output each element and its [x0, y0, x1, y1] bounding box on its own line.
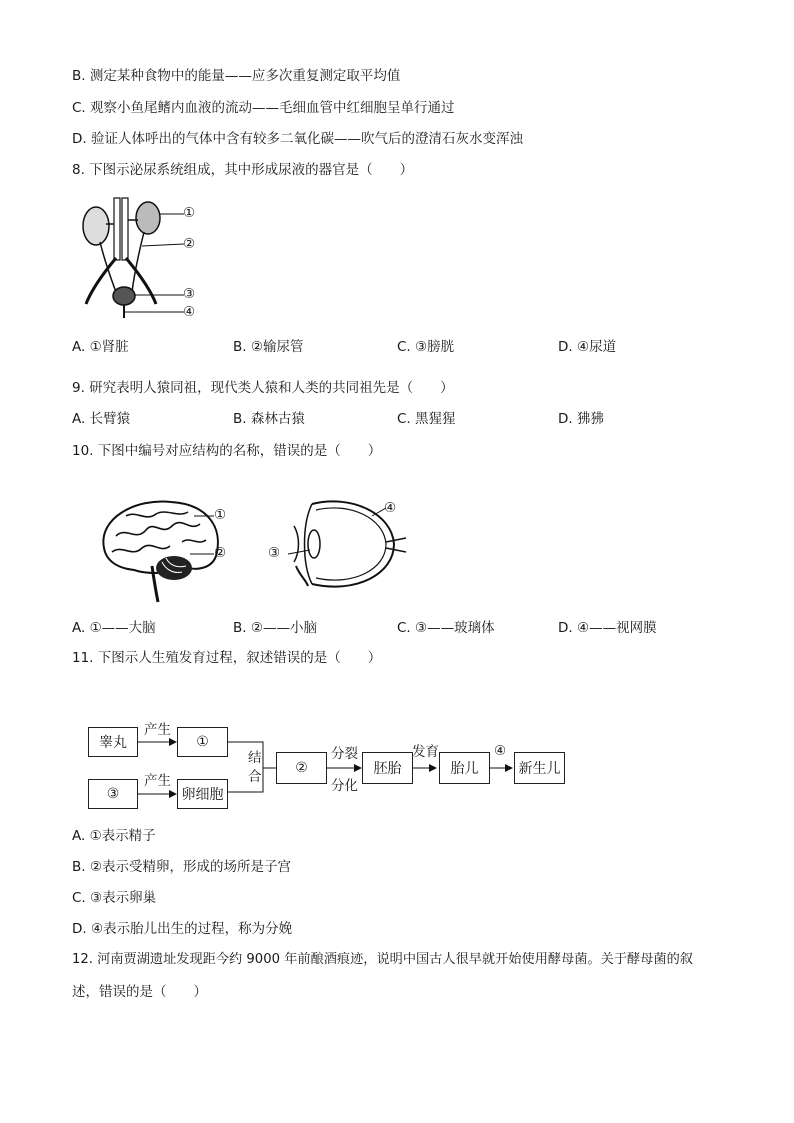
urinary-label-4: ④: [183, 304, 196, 320]
q10-option-b: B. ②——小脑: [233, 620, 317, 636]
produce-label-2: 产生: [144, 773, 171, 789]
q7-option-c: C. 观察小鱼尾鳍内血液的流动——毛细血管中红细胞呈单行通过: [72, 100, 455, 116]
q8-stem: 8. 下图示泌尿系统组成，其中形成尿液的器官是（ ）: [72, 162, 414, 178]
q11-option-b: B. ②表示受精卵，形成的场所是子宫: [72, 859, 291, 875]
brain-label-2: ②: [214, 545, 227, 561]
q10-option-d: D. ④——视网膜: [558, 620, 657, 636]
brain-label-1: ①: [214, 507, 227, 523]
divide-label: 分裂: [331, 746, 358, 762]
q10-option-c: C. ③——玻璃体: [397, 620, 495, 636]
q10-stem: 10. 下图中编号对应结构的名称，错误的是（ ）: [72, 443, 382, 459]
q11-stem: 11. 下图示人生殖发育过程，叙述错误的是（ ）: [72, 650, 382, 666]
urinary-label-3: ③: [183, 286, 196, 302]
eye-label-3: ③: [268, 545, 281, 561]
q12-stem-line-1: 12. 河南贾湖遗址发现距今约 9000 年前酿酒痕迹，说明中国古人很早就开始使用酵母菌。关于酵母菌的叙: [72, 952, 693, 967]
q10-option-a: A. ①——大脑: [72, 620, 156, 636]
testis-box: 睾丸: [88, 727, 138, 757]
differentiate-label: 分化: [331, 778, 358, 794]
q11-option-d: D. ④表示胎儿出生的过程，称为分娩: [72, 921, 293, 937]
q8-option-c: C. ③膀胱: [397, 339, 455, 355]
box-1: ①: [177, 727, 228, 757]
urinary-label-1: ①: [183, 205, 196, 221]
q9-option-a: A. 长臂猿: [72, 411, 131, 427]
box-2: ②: [276, 752, 327, 784]
eye-label-4: ④: [384, 500, 397, 516]
q9-option-d: D. 狒狒: [558, 411, 604, 427]
produce-label-1: 产生: [144, 722, 171, 738]
q9-option-b: B. 森林古猿: [233, 411, 305, 427]
q8-option-d: D. ④尿道: [558, 339, 617, 355]
urinary-label-2: ②: [183, 236, 196, 252]
combine-label-2: 合: [248, 769, 262, 785]
egg-cell-box: 卵细胞: [177, 779, 228, 809]
q11-option-a: A. ①表示精子: [72, 828, 156, 844]
newborn-box: 新生儿: [514, 752, 565, 784]
box-3: ③: [88, 779, 138, 809]
combine-label-1: 结: [248, 750, 262, 766]
step-4-label: ④: [494, 743, 507, 759]
embryo-box: 胚胎: [362, 752, 413, 784]
develop-label: 发育: [412, 744, 439, 760]
q9-option-c: C. 黑猩猩: [397, 411, 456, 427]
q8-option-b: B. ②输尿管: [233, 339, 304, 355]
q7-option-b: B. 测定某种食物中的能量——应多次重复测定取平均值: [72, 68, 401, 84]
q8-option-a: A. ①肾脏: [72, 339, 129, 355]
fetus-box: 胎儿: [439, 752, 490, 784]
q9-stem: 9. 研究表明人猿同祖，现代类人猿和人类的共同祖先是（ ）: [72, 380, 454, 396]
q7-option-d: D. 验证人体呼出的气体中含有较多二氧化碳——吹气后的澄清石灰水变浑浊: [72, 131, 523, 147]
q12-stem-line-2: 述，错误的是（ ）: [72, 984, 207, 1000]
q11-option-c: C. ③表示卵巢: [72, 890, 157, 906]
